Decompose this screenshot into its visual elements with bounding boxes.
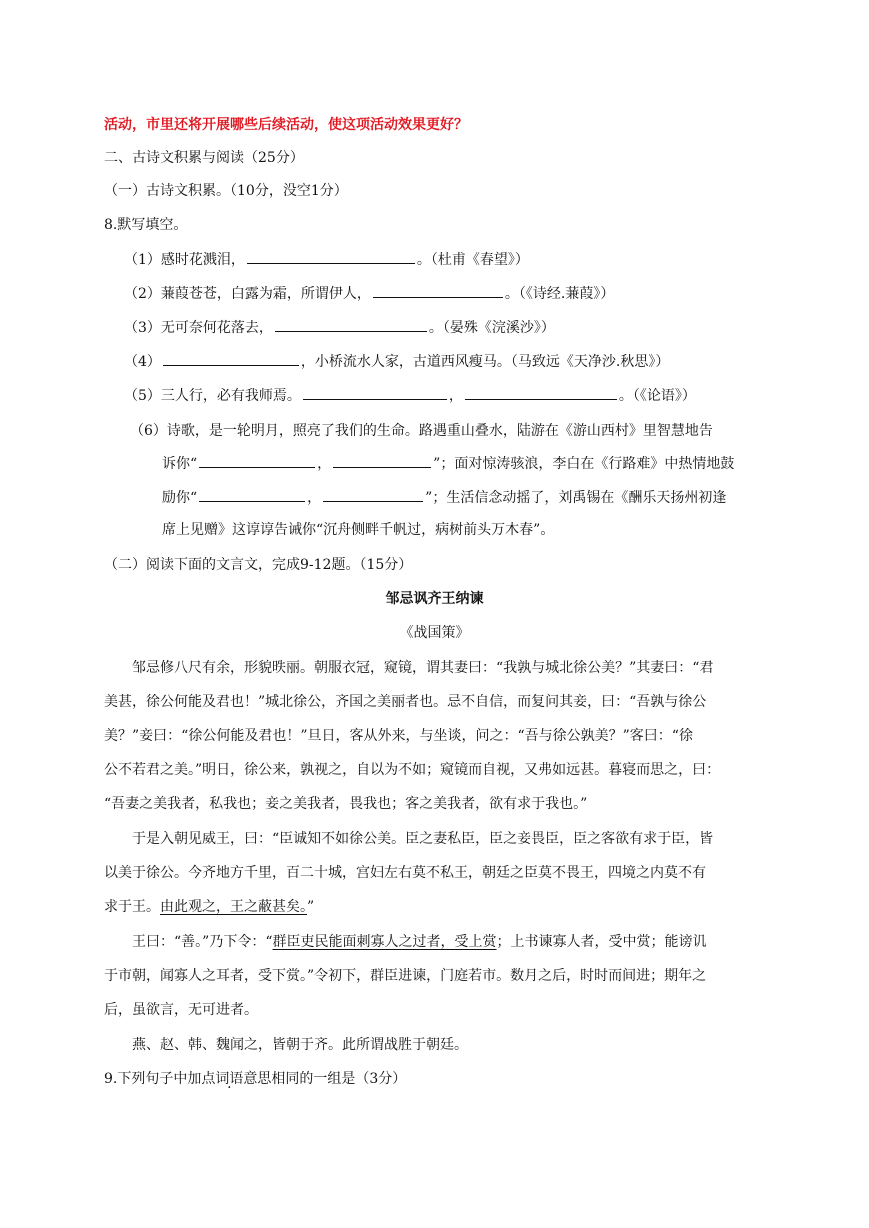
fill-blank-item-5: （5）三人行，必有我师焉。 ， 。（《论语》） [124, 385, 696, 406]
underlined-sentence: 由此观之，王之蔽甚矣。 [160, 899, 307, 915]
answer-blank[interactable] [199, 453, 315, 468]
article-paragraph-line: 燕、赵、韩、魏闻之，皆朝于齐。此所谓战胜于朝廷。 [132, 1037, 468, 1053]
article-paragraph-line: 后，虽欲言，无可进者。 [104, 1002, 258, 1018]
article-source: 《战国策》 [399, 625, 470, 641]
underlined-sentence: 群臣吏民能面刺寡人之过者，受上赏 [272, 934, 497, 950]
article-paragraph-line: 邹忌修八尺有余，形貌昳丽。朝服衣冠，窥镜，谓其妻曰：“我孰与城北徐公美？”其妻曰：“君 [132, 660, 714, 676]
answer-blank[interactable] [199, 487, 305, 502]
answer-blank[interactable] [275, 317, 427, 332]
continued-question-text: 活动，市里还将开展哪些后续活动，使这项活动效果更好？ [104, 117, 468, 133]
answer-blank[interactable] [333, 453, 431, 468]
dotted-emphasis: 词语 [215, 1071, 244, 1087]
article-paragraph-line: 公不若君之美。”明日，徐公来，孰视之，自以为不如；窥镜而自视，又弗如远甚。暮寝而思之，曰： [104, 762, 721, 778]
fill-blank-item-3: （3）无可奈何花落去， 。（晏殊《浣溪沙》） [124, 317, 555, 338]
answer-blank[interactable] [373, 283, 503, 298]
subsection-title: （二）阅读下面的文言文，完成9-12题。（15分） [104, 557, 413, 573]
question-9-title: 9.下列句子中加点词语意思相同的一组是（3分） [104, 1071, 407, 1087]
article-paragraph-line: 以美于徐公。今齐地方千里，百二十城，宫妇左右莫不私王，朝廷之臣莫不畏王，四境之内莫不有 [104, 865, 706, 881]
section-title: 二、古诗文积累与阅读（25分） [104, 150, 304, 166]
answer-blank[interactable] [163, 351, 299, 366]
article-paragraph-line: 于市朝，闻寡人之耳者，受下赏。”令初下，群臣进谏，门庭若市。数月之后，时时而间进；期年之 [104, 968, 707, 984]
article-paragraph-line: 于是入朝见威王，曰：“臣诚知不如徐公美。臣之妻私臣，臣之妾畏臣，臣之客欲有求于臣，皆 [132, 831, 714, 847]
article-paragraph-line: 求于王。由此观之，王之蔽甚矣。” [104, 899, 315, 915]
fill-blank-item-6-line-1: （6）诗歌，是一轮明月，照亮了我们的生命。路遇重山叠水，陆游在《游山西村》里智慧地告 [130, 423, 713, 439]
subsection-title: （一）古诗文积累。（10分，没空1分） [104, 183, 348, 199]
answer-blank[interactable] [323, 487, 423, 502]
fill-blank-item-4: （4） ，小桥流水人家，古道西风瘦马。（马致远《天净沙.秋思》） [124, 351, 669, 372]
fill-blank-item-6-line-3: 励你“ ， ”；生活信念动摇了，刘禹锡在《酬乐天扬州初逢 [162, 487, 726, 508]
answer-blank[interactable] [247, 249, 415, 264]
fill-blank-item-6-line-4: 席上见赠》这谆谆告诫你“沉舟侧畔千帆过，病树前头万木春”。 [162, 522, 555, 538]
article-title: 邹忌讽齐王纳谏 [385, 591, 484, 607]
article-paragraph-line: 美？”妾曰：“徐公何能及君也！”旦日，客从外来，与坐谈，问之：“吾与徐公孰美？”客曰：“徐 [104, 728, 693, 744]
fill-blank-item-2: （2）蒹葭苍苍，白露为霜，所谓伊人， 。（《诗经.蒹葭》） [124, 283, 614, 304]
question-8-title: 8.默写填空。 [104, 217, 188, 233]
article-paragraph-line: “吾妻之美我者，私我也；妾之美我者，畏我也；客之美我者，欲有求于我也。” [104, 796, 588, 812]
fill-blank-item-6-line-2: 诉你“ ， ”；面对惊涛骇浪，李白在《行路难》中热情地鼓 [162, 453, 734, 474]
answer-blank[interactable] [303, 385, 447, 400]
article-paragraph-line: 王曰：“善。”乃下令：“群臣吏民能面刺寡人之过者，受上赏；上书谏寡人者，受中赏；能谤讥 [132, 934, 707, 950]
fill-blank-item-1: （1）感时花溅泪， 。（杜甫《春望》） [124, 249, 529, 270]
answer-blank[interactable] [465, 385, 617, 400]
article-paragraph-line: 美甚，徐公何能及君也！”城北徐公，齐国之美丽者也。忌不自信，而复问其妾，曰：“吾孰与徐公 [104, 694, 707, 710]
